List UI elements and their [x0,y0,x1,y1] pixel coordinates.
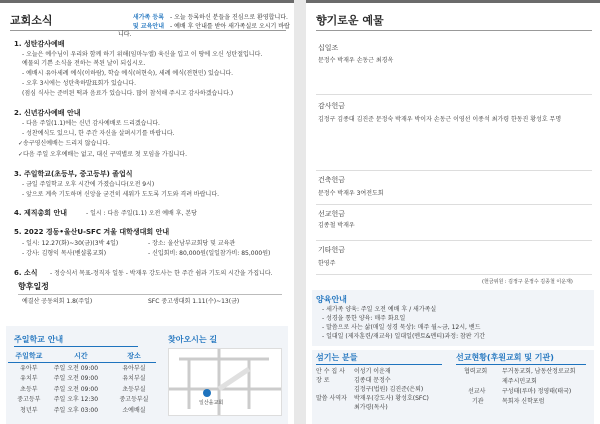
column-header: 장소 [112,350,156,363]
nurture-line: - 말씀으로 사는 삶(매일 성경 묵상): 매주 월~금, 12시, 밴드 [322,324,481,331]
news-title: 3. 주일학교(초등부, 중고등부) 졸업식 [14,170,133,178]
column-header: 시간 [50,350,112,363]
mission-category: 기관 [472,398,484,405]
news-title: 4. 제직총회 안내 [14,209,67,217]
offering-title: 기타헌금 [318,246,346,254]
news-line: 예물의 기쁜 소식을 전하는 복된 날이 되십시오. [22,60,146,67]
table-header-row [8,350,156,363]
schedule-divider [18,294,282,295]
news-line: - 성찬예식도 있으니, 한 주간 자신을 살펴시기를 바랍니다. [22,130,175,137]
offering-names: 문정수 박재우 손동근 최경옥 [318,57,394,64]
newcomer-notice [118,14,294,40]
news-line: - 오늘은 예수님이 우리와 함께 하기 위해(임마누엘) 육신을 입고 이 땅에 오신 성탄절입니다. [22,51,263,58]
news-line: - 정승식서 목표-정직자 일동 - 박재우 강도사는 한 주간 쉼과 기도의 시간을 가집니다. [50,270,273,277]
location-pin-icon [203,389,211,397]
server-names: 이성기 이운재 [354,368,391,375]
map-graphic [169,349,281,415]
nurture-line: - 성경을 통한 양육: 매주 화요일 [322,315,406,322]
table-cell: 주일 오후 03:00 [53,406,99,414]
server-names: 최가령(독사) [354,404,388,411]
missions-divider [456,364,586,365]
offering-names: 문정수 박재우 3여전도회 [318,190,384,197]
table-row [8,374,156,385]
mission-detail: 제주시민교회 [502,378,537,385]
table-cell: 초등부실 [122,385,146,393]
map-title: 찾아오시는 길 [168,335,218,344]
newcomer-label-2: 및 교육안내 [132,22,164,30]
table-cell: 주일 오전 09:00 [53,364,99,372]
church-label: 일산을교회 [199,400,224,406]
news-line: - 일시: 12.27(화)~30(금)(3박 4일) [22,240,119,247]
left-page [0,0,294,424]
table-cell: 유아부 [20,364,38,372]
page-title: 향기로운 예물 [316,14,384,27]
server-names: 김종대 문정수 [354,377,391,384]
news-line: - 오후 3시에는 성탄축하발표회가 있습니다. [22,80,137,87]
mission-detail: 목회자 신학포럼 [502,398,545,405]
nurture-title: 양육안내 [316,295,347,304]
offering-committee-note: (헌금위원 : 김정구 문정수 김종철 이운재) [482,279,573,285]
offering-divider [316,240,592,241]
server-names: 김정구(법원) 김진준(은퇴) [354,386,424,393]
newcomer-text-1: - 오늘 등록하신 분들을 진심으로 환영합니다. [170,14,288,21]
page-title: 교회소식 [10,14,53,27]
offering-names: 김정구 김종대 김진준 문정숙 박재우 박이자 손동근 이영선 이종석 최가령 한동진 황성호 무명 [318,116,562,123]
offering-title: 감사헌금 [318,102,346,110]
news-line: - 금일 주일학교 오후 시간에 가졌습니다(오전 9시) [22,181,155,188]
news-line: (점심 식사는 준비된 떡과 음료가 있습니다. 많이 참석해 주시고 감사하겠습니다.) [22,90,234,97]
news-line: - 일시 : 다음 주일(1.1) 오전 예배 후, 본당 [86,210,197,217]
servers-divider [316,364,442,365]
table-cell: 유아부실 [122,364,146,372]
newcomer-text-2: - 예배 후 안내를 받아 새가족실로 오시기 바랍니다. [118,22,290,38]
news-line: - 강사: 김형익 목사(벧샬롬교회) [22,250,107,257]
offering-divider [316,204,592,205]
offering-divider [316,94,592,95]
top-bar [0,0,294,3]
sunday-school-table [8,350,156,416]
missions-title: 선교현황(후원교회 및 기관) [456,353,554,362]
schedule-item: 예결산 공동의회 1.8(주일) [22,298,93,305]
news-line: - 신입회비: 80,000원(일일참가비: 85,000원) [148,250,271,257]
table-cell: 중고등부실 [119,396,149,403]
servers-title: 섬기는 분들 [316,353,358,362]
news-title: 1. 성탄감사예배 [14,40,65,48]
mission-category: 협력교회 [464,368,488,375]
news-line: - 앞으로 계속 기도하며 신앙을 굳건히 세워가 도도록 기도와 격려 바랍니다. [22,191,220,198]
table-cell: 주일 오전 09:00 [53,385,99,393]
top-bar [306,0,600,3]
news-title: 5. 2022 경동•울산U-SFC 겨울 대학생대회 안내 [14,228,170,236]
news-line: ✓다음 주일 오후예배는 없고, 대신 구역별로 첫 모임을 가집니다. [18,151,188,158]
right-page [306,0,600,424]
news-title: 6. 소식 [14,269,38,277]
sunday-school-title: 주일학교 안내 [14,335,64,344]
schedule-title: 향후일정 [18,282,49,291]
mission-detail: 구성태(루마) 정영태(태국) [502,388,572,395]
offering-divider [316,274,592,275]
mission-category: 선교사 [468,388,486,395]
table-cell: 소예배실 [122,406,146,414]
table-row [8,395,156,406]
server-role: 장 로 [316,377,330,384]
table-cell: 주일 오전 09:00 [53,375,99,382]
title-divider [316,30,592,31]
column-header: 주일학교 [8,350,50,363]
offering-names: 김종철 박재우 [318,222,355,229]
newcomer-label-1: 새가족 등록 [132,14,164,21]
server-role: 말씀 사역자 [316,395,347,402]
mission-detail: 무거동교회, 남동산정로교회 [502,368,576,375]
offering-title: 선교헌금 [318,210,346,218]
nurture-line: - 일대일 (제자훈련/재교육) 일대일(멘토&멘티)과정: 참판 기간 [322,333,486,340]
news-line: - 예배시 유아세례 예식(이하람), 학습 예식(허현숙), 세례 예식(전현민) 있습니다. [22,70,234,77]
server-names: 박재우(강도사) 황성호(SFC) [354,395,429,402]
news-line: ✓송구영신예배는 드리지 않습니다. [18,140,110,147]
offering-title: 십일조 [318,44,339,52]
news-line: - 장소: 울산남부교회당 및 교육관 [148,240,236,247]
offering-divider [316,170,592,171]
table-cell: 청년부 [20,406,38,414]
schedule-item: SFC 중고생대회 1.11(수)~13(금) [148,298,240,305]
news-title: 2. 신년감사예배 안내 [14,109,81,117]
page-gutter [294,0,306,424]
table-cell: 주일 오후 12:30 [53,396,99,403]
server-role: 안 수 집 사 [316,368,345,375]
offering-title: 건축헌금 [318,176,346,184]
table-cell: 중고등부 [17,396,41,403]
sunday-school-divider [14,346,138,347]
nurture-line: - 세가족 양육: 주일 오전 예배 후 / 새가족실 [322,306,437,313]
table-row [8,384,156,395]
table-row [8,405,156,416]
table-cell: 초등부 [20,385,38,393]
news-line: - 다음 주일(1.1)에는 신년 감사예배로 드리겠습니다. [22,120,160,127]
table-row [8,363,156,374]
table-cell: 유치부 [20,375,38,382]
offering-names: 한영주 [318,260,336,267]
table-cell: 유치부실 [122,375,146,382]
location-map[interactable] [168,348,282,416]
